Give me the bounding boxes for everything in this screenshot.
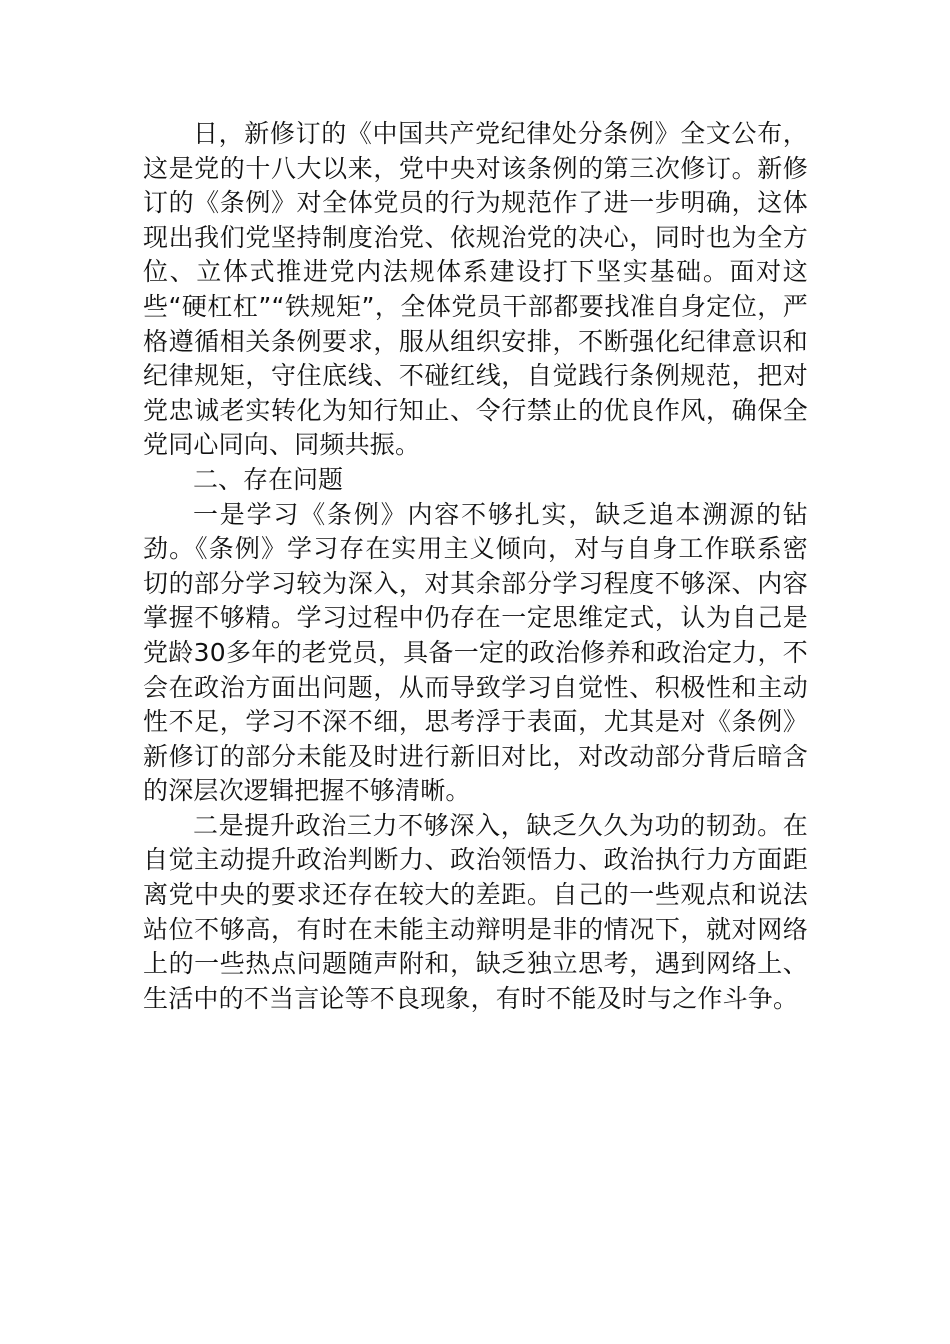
paragraph-issue-one: 一是学习《条例》内容不够扎实，缺乏追本溯源的钻劲。《条例》学习存在实用主义倾向，对与自身工作联系密切的部分学习较为深入，对其余部分学习程度不够深、内容掌握不够精。学习过程中仍存在一定思维定式，认为自己是党龄30多年的老党员，具备一定的政治修养和政治定力，不会在政治方面出问题，从而导致学习自觉性、积极性和主动性不足，学习不深不细，思考浮于表面，尤其是对《条例》新修订的部分未能及时进行新旧对比，对改动部分背后暗含的深层次逻辑把握不够清晰。 <box>143 499 808 806</box>
paragraph-issue-two: 二是提升政治三力不够深入，缺乏久久为功的韧劲。在自觉主动提升政治判断力、政治领悟力、政治执行力方面距离党中央的要求还存在较大的差距。自己的一些观点和说法站位不够高，有时在未能主动辩明是非的情况下，就对网络上的一些热点问题随声附和，缺乏独立思考，遇到网络上、生活中的不当言论等不良现象，有时不能及时与之作斗争。 <box>143 810 808 1013</box>
section-heading-existing-problems: 二、存在问题 <box>193 464 344 494</box>
document-page <box>143 117 808 1016</box>
paragraph-regulation-announcement: 日，新修订的《中国共产党纪律处分条例》全文公布，这是党的十八大以来，党中央对该条例的第三次修订。新修订的《条例》对全体党员的行为规范作了进一步明确，这体现出我们党坚持制度治党、依规治党的决心，同时也为全方位、立体式推进党内法规体系建设打下坚实基础。面对这些“硬杠杠”“铁规矩”，全体党员干部都要找准自身定位，严格遵循相关条例要求，服从组织安排，不断强化纪律意识和纪律规矩，守住底线、不碰红线，自觉践行条例规范，把对党忠诚老实转化为知行知止、令行禁止的优良作风，确保全党同心同向、同频共振。 <box>143 119 808 460</box>
